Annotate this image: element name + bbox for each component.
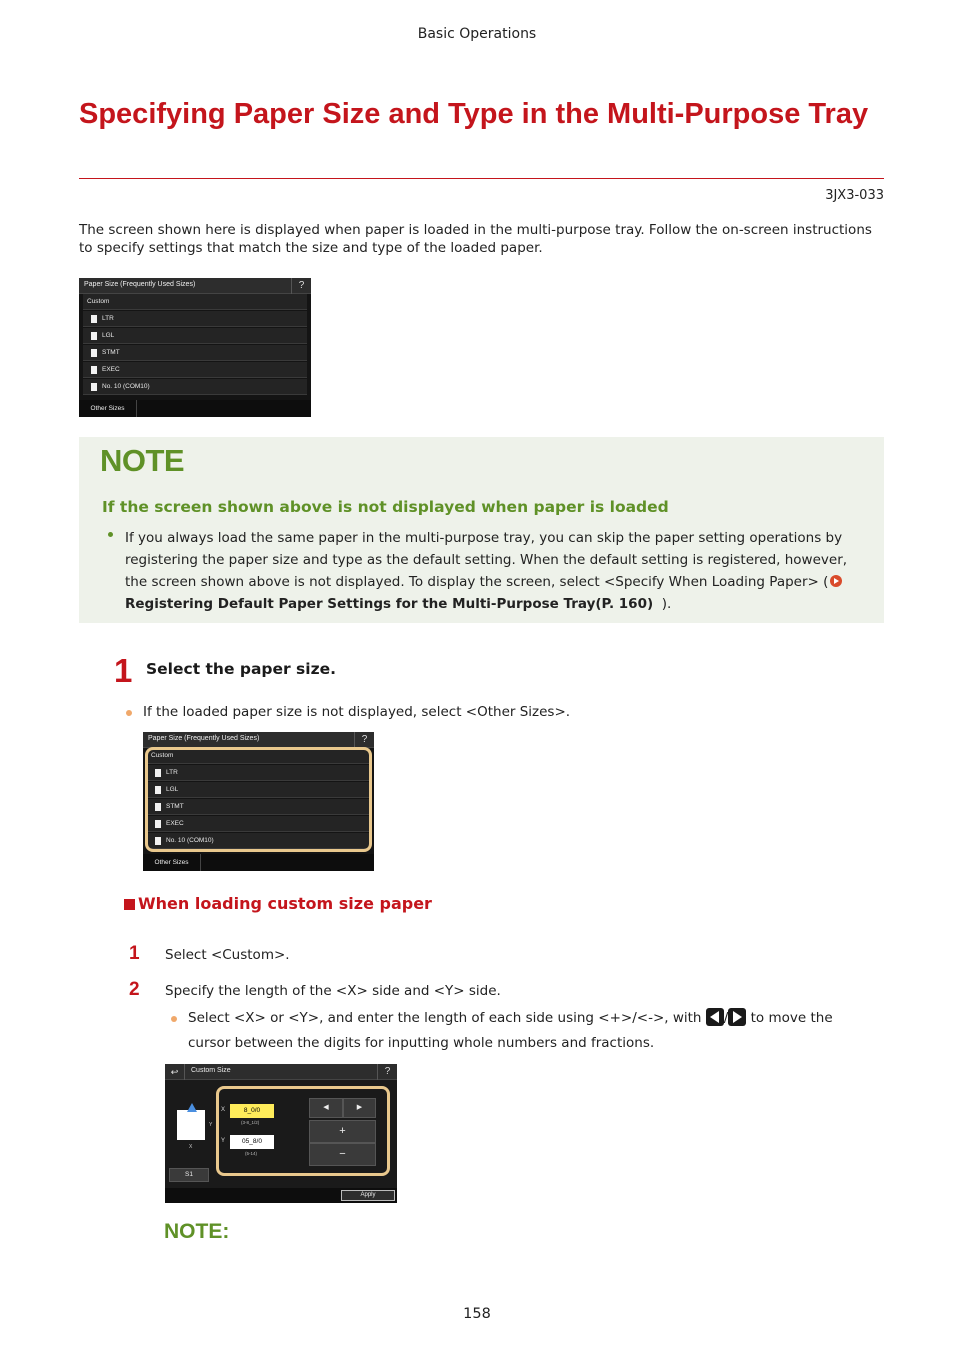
screen-title: Paper Size (Frequently Used Sizes): [148, 735, 260, 742]
running-header: Basic Operations: [417, 26, 537, 42]
help-button[interactable]: ?: [354, 732, 374, 748]
section-heading: When loading custom size paper: [124, 894, 432, 913]
other-sizes-button[interactable]: Other Sizes: [143, 854, 201, 871]
screen-title: Custom Size: [191, 1067, 231, 1074]
cursor-right-button[interactable]: ▶: [343, 1098, 376, 1118]
step-label: Select the paper size.: [146, 660, 337, 678]
step-bullet-text: If the loaded paper size is not displayed, select <Other Sizes>.: [143, 704, 571, 720]
up-arrow-icon: [187, 1103, 197, 1112]
substep-number-2: 2: [129, 979, 140, 1000]
note-text-end: ).: [661, 596, 672, 612]
list-item-exec[interactable]: EXEC: [83, 362, 307, 378]
page-number: 158: [463, 1306, 491, 1322]
cursor-left-button[interactable]: ◀: [309, 1098, 343, 1118]
paper-icon: [91, 383, 97, 391]
highlight-frame: [145, 747, 372, 852]
y-label: Y: [221, 1138, 226, 1144]
title-divider: [79, 178, 884, 179]
substep-number-1: 1: [129, 943, 140, 964]
note-box: [79, 437, 884, 623]
page-title: Specifying Paper Size and Type in the Multi-Purpose Tray: [79, 98, 869, 130]
screen-bottom-bar: [143, 854, 374, 871]
help-button[interactable]: ?: [377, 1064, 397, 1080]
bullet-icon: [126, 710, 132, 716]
list-item-com10[interactable]: No. 10 (COM10): [147, 833, 370, 849]
note-subheading: If the screen shown above is not displayed when paper is loaded: [102, 498, 669, 516]
list-item-stmt[interactable]: STMT: [147, 799, 370, 815]
apply-button[interactable]: Apply: [341, 1190, 395, 1201]
screen-title-bar: [79, 278, 311, 294]
note-body: If you always load the same paper in the multi-purpose tray, you can skip the paper setting operations by registering the paper size and type as the default setting. When the default setting is registered, however, the screen shown above is not displayed. To display the screen, select <Specify When Loading Paper> (: [125, 530, 848, 590]
paper-icon: [91, 315, 97, 323]
back-button[interactable]: ↩: [165, 1064, 185, 1080]
substep-text-2: Specify the length of the <X> side and <Y> side.: [165, 983, 501, 999]
plus-button[interactable]: +: [309, 1120, 376, 1143]
y-range: (5-14): [245, 1151, 258, 1156]
paper-diagram: [177, 1110, 205, 1140]
list-item-lgl[interactable]: LGL: [83, 328, 307, 344]
note-text: [125, 527, 870, 615]
paper-icon: [91, 366, 97, 374]
paper-y-label: Y: [209, 1122, 213, 1128]
note-heading: NOTE: [100, 443, 185, 478]
note-heading-2: NOTE:: [164, 1220, 230, 1243]
list-item-custom[interactable]: Custom: [147, 748, 370, 764]
help-button[interactable]: ?: [291, 278, 311, 294]
intro-paragraph: The screen shown here is displayed when paper is loaded in the multi-purpose tray. Follow the on-screen instructions to specify settings that match the size and type of the loaded paper.: [79, 222, 872, 256]
screen-title-bar: [165, 1064, 397, 1080]
x-length-field[interactable]: 8_0/0: [230, 1104, 274, 1118]
list-item-com10[interactable]: No. 10 (COM10): [83, 379, 307, 395]
screen-bottom-bar: [165, 1188, 397, 1203]
link-arrow-icon: [830, 575, 842, 587]
right-arrow-key-icon: [728, 1008, 746, 1026]
substep-bullet-text: Select <X> or <Y>, and enter the length of each side using <+>/<->, with / to move the cursor between the digits for inputting whole numbers and fractions.: [188, 1010, 833, 1051]
list-item-ltr[interactable]: LTR: [147, 765, 370, 781]
substep-text-1: Select <Custom>.: [165, 947, 290, 963]
other-sizes-button[interactable]: Other Sizes: [79, 400, 137, 417]
x-range: (3-8_1/2): [241, 1120, 260, 1125]
custom-size-screen: [165, 1064, 397, 1203]
list-item-custom[interactable]: Custom: [83, 294, 307, 310]
paper-size-screen-1: [79, 278, 311, 417]
list-item-exec[interactable]: EXEC: [147, 816, 370, 832]
square-bullet-icon: [124, 899, 135, 910]
screen-title-bar: [143, 732, 374, 748]
paper-size-screen-2: [143, 732, 374, 871]
list-item-lgl[interactable]: LGL: [147, 782, 370, 798]
bullet-icon: [171, 1016, 177, 1022]
list-item-ltr[interactable]: LTR: [83, 311, 307, 327]
step-number: 1: [114, 652, 133, 689]
y-length-field[interactable]: 05_8/0: [230, 1135, 274, 1149]
document-id: 3JX3-033: [825, 188, 884, 203]
left-arrow-key-icon: [706, 1008, 724, 1026]
minus-button[interactable]: −: [309, 1143, 376, 1166]
bullet-icon: [107, 531, 115, 539]
s1-button[interactable]: S1: [169, 1168, 209, 1182]
paper-icon: [91, 349, 97, 357]
note-link[interactable]: Registering Default Paper Settings for the Multi-Purpose Tray(P. 160): [125, 596, 654, 612]
paper-icon: [91, 332, 97, 340]
screen-bottom-bar: [79, 400, 311, 417]
screen-title: Paper Size (Frequently Used Sizes): [84, 281, 196, 288]
list-item-stmt[interactable]: STMT: [83, 345, 307, 361]
paper-x-label: X: [189, 1144, 193, 1150]
x-label: X: [221, 1107, 226, 1113]
